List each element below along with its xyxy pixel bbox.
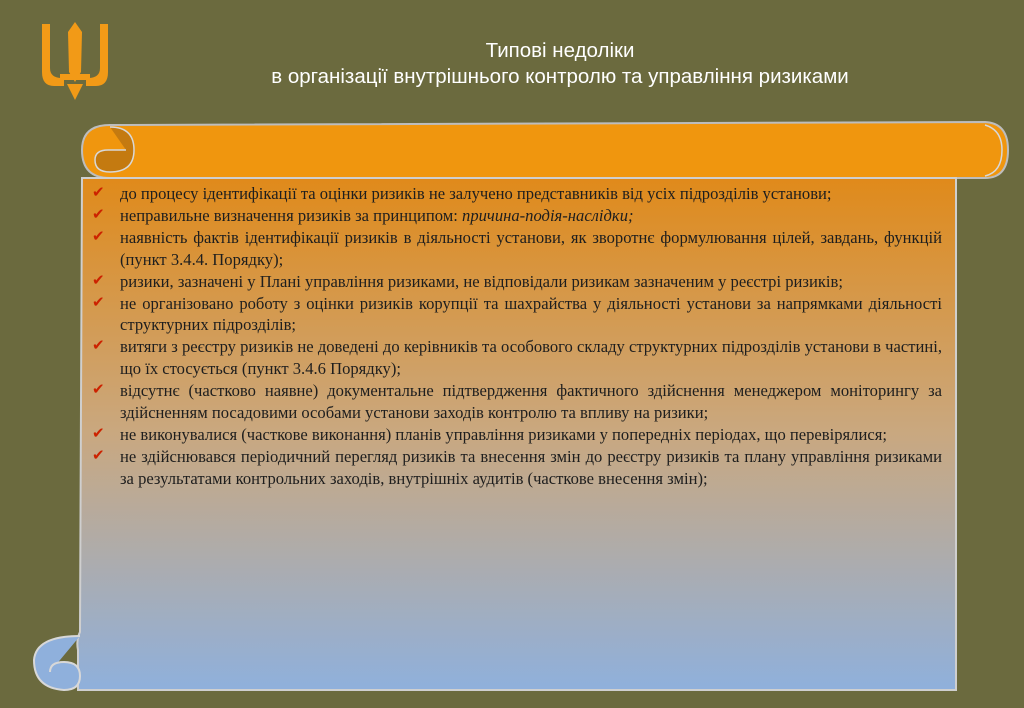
- list-item: [92, 205, 942, 227]
- checkmark-icon: ✔: [92, 185, 105, 201]
- list-item: [92, 336, 942, 380]
- checkmark-icon: ✔: [92, 425, 105, 442]
- item-text: не організовано роботу з оцінки ризиків корупції та шахрайства у діяльності установи за напрямками діяльності структурних підрозділів;: [120, 293, 942, 335]
- list-item: [92, 293, 942, 337]
- issues-list: [92, 183, 942, 490]
- list-item: [92, 446, 942, 490]
- checkmark-icon: ✔: [92, 447, 105, 464]
- item-text: неправильне визначення ризиків за принципом:: [120, 205, 463, 225]
- list-item: [92, 183, 942, 205]
- checkmark-icon: ✔: [92, 272, 105, 289]
- title-line-1: Типові недоліки: [485, 39, 635, 62]
- checkmark-icon: ✔: [92, 338, 105, 355]
- item-emphasis: причина-подія-наслідки;: [462, 205, 634, 225]
- list-item: [92, 271, 942, 293]
- checkmark-icon: ✔: [92, 228, 105, 245]
- item-text: не виконувалися (часткове виконання) планів управління ризиками у попередніх періодах, що перевірялися;: [120, 424, 887, 444]
- checkmark-icon: ✔: [92, 382, 105, 399]
- list-item: [92, 424, 942, 446]
- title-line-2: в організації внутрішнього контролю та управління ризиками: [271, 65, 849, 88]
- item-text: витяги з реєстру ризиків не доведені до керівників та особового складу структурних підрозділів установи в частині, що їх стосується (пункт 3.4.6 Порядку);: [120, 337, 942, 379]
- item-text: ризики, зазначені у Плані управління ризиками, не відповідали ризикам зазначеним у реєстрі ризиків;: [120, 271, 843, 291]
- item-text: не здійснювався періодичний перегляд ризиків та внесення змін до реєстру ризиків та плану управління ризиками за результатами контрольних заходів, внутрішніх аудитів (часткове внесення змін);: [120, 446, 942, 488]
- checkmark-icon: ✔: [92, 206, 105, 223]
- item-text: до процесу ідентифікації та оцінки ризиків не залучено представників від усіх підрозділів установи;: [120, 184, 832, 203]
- checkmark-icon: ✔: [92, 294, 105, 311]
- list-item: [92, 227, 942, 271]
- item-text: наявність фактів ідентифікації ризиків в діяльності установи, як зворотнє формулювання цілей, завдань, функцій (пункт 3.4.4. Порядку);: [120, 227, 942, 269]
- item-text: відсутнє (частково наявне) документальне підтвердження фактичного здійснення менеджером моніторингу за здійсненням посадовими особами установи заходів контролю та впливу на ризики;: [120, 381, 942, 423]
- list-item: [92, 380, 942, 424]
